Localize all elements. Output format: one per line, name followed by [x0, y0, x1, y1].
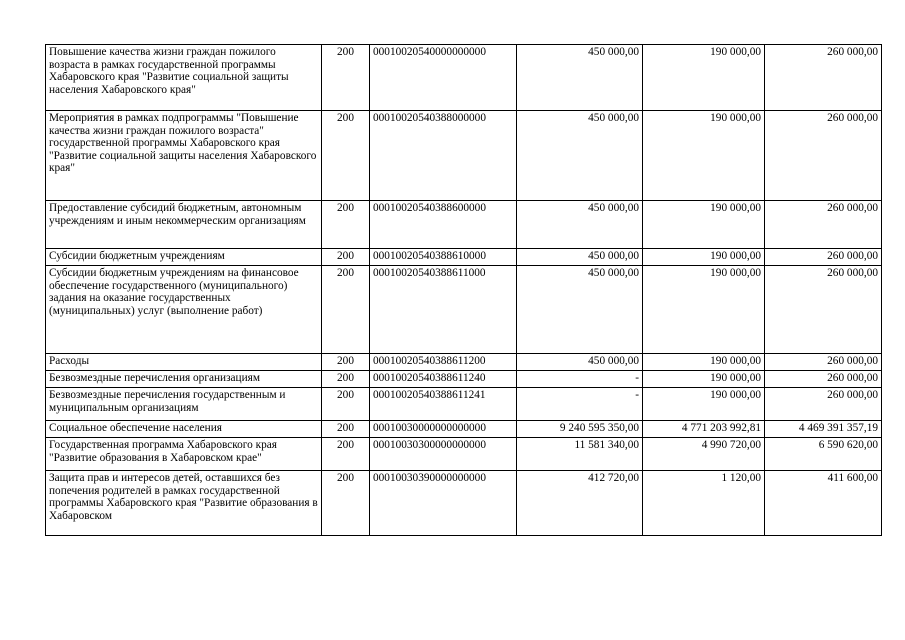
row-name-cell: Субсидии бюджетным учреждениям на финансовое обеспечение государственного (муниципального) задания на оказание государственных (муниципальных) услуг (выполнение работ) — [46, 266, 322, 354]
table-body — [46, 45, 882, 536]
row-budget-code-cell: 00010020540000000000 — [370, 45, 517, 111]
row-executed-amount-cell: 4 771 203 992,81 — [643, 421, 765, 438]
table-row — [46, 201, 882, 249]
row-name-cell: Субсидии бюджетным учреждениям — [46, 249, 322, 266]
row-type-code-cell: 200 — [322, 354, 370, 371]
row-unexecuted-amount-cell: 260 000,00 — [765, 266, 882, 354]
row-type-code-cell: 200 — [322, 471, 370, 536]
row-executed-amount-cell: 190 000,00 — [643, 266, 765, 354]
row-executed-amount-cell: 190 000,00 — [643, 45, 765, 111]
row-type-code-cell: 200 — [322, 371, 370, 388]
row-type-code-cell: 200 — [322, 45, 370, 111]
row-budget-code-cell: 00010020540388611000 — [370, 266, 517, 354]
row-unexecuted-amount-cell: 411 600,00 — [765, 471, 882, 536]
table-row — [46, 45, 882, 111]
row-unexecuted-amount-cell: 260 000,00 — [765, 111, 882, 201]
row-name-cell: Безвозмездные перечисления организациям — [46, 371, 322, 388]
row-type-code-cell: 200 — [322, 421, 370, 438]
table-row — [46, 388, 882, 421]
row-executed-amount-cell: 190 000,00 — [643, 249, 765, 266]
row-unexecuted-amount-cell: 260 000,00 — [765, 354, 882, 371]
row-budget-code-cell: 00010020540388600000 — [370, 201, 517, 249]
row-budget-code-cell: 00010020540388611241 — [370, 388, 517, 421]
row-budget-code-cell: 00010020540388611240 — [370, 371, 517, 388]
table-row — [46, 421, 882, 438]
row-approved-amount-cell: 9 240 595 350,00 — [517, 421, 643, 438]
table-row — [46, 249, 882, 266]
table-row — [46, 266, 882, 354]
row-unexecuted-amount-cell: 260 000,00 — [765, 249, 882, 266]
row-executed-amount-cell: 4 990 720,00 — [643, 438, 765, 471]
row-type-code-cell: 200 — [322, 266, 370, 354]
row-type-code-cell: 200 — [322, 438, 370, 471]
row-unexecuted-amount-cell: 6 590 620,00 — [765, 438, 882, 471]
row-executed-amount-cell: 190 000,00 — [643, 354, 765, 371]
row-name-cell: Государственная программа Хабаровского края "Развитие образования в Хабаровском крае" — [46, 438, 322, 471]
row-name-cell: Социальное обеспечение населения — [46, 421, 322, 438]
row-name-cell: Предоставление субсидий бюджетным, автономным учреждениям и иным некоммерческим организациям — [46, 201, 322, 249]
row-approved-amount-cell: - — [517, 371, 643, 388]
row-unexecuted-amount-cell: 4 469 391 357,19 — [765, 421, 882, 438]
row-budget-code-cell: 00010020540388611200 — [370, 354, 517, 371]
row-approved-amount-cell: 11 581 340,00 — [517, 438, 643, 471]
table-row — [46, 471, 882, 536]
row-unexecuted-amount-cell: 260 000,00 — [765, 45, 882, 111]
row-type-code-cell: 200 — [322, 201, 370, 249]
row-budget-code-cell: 00010020540388000000 — [370, 111, 517, 201]
row-type-code-cell: 200 — [322, 388, 370, 421]
row-approved-amount-cell: 450 000,00 — [517, 249, 643, 266]
row-approved-amount-cell: 450 000,00 — [517, 111, 643, 201]
row-name-cell: Защита прав и интересов детей, оставшихся без попечения родителей в рамках государственной программы Хабаровского края "Развитие образования в Хабаровском — [46, 471, 322, 536]
table-row — [46, 354, 882, 371]
row-executed-amount-cell: 190 000,00 — [643, 111, 765, 201]
row-approved-amount-cell: 450 000,00 — [517, 201, 643, 249]
row-budget-code-cell: 00010030000000000000 — [370, 421, 517, 438]
table-row — [46, 111, 882, 201]
row-executed-amount-cell: 190 000,00 — [643, 371, 765, 388]
row-approved-amount-cell: 450 000,00 — [517, 45, 643, 111]
table-row — [46, 371, 882, 388]
row-approved-amount-cell: 450 000,00 — [517, 354, 643, 371]
row-approved-amount-cell: 412 720,00 — [517, 471, 643, 536]
row-unexecuted-amount-cell: 260 000,00 — [765, 388, 882, 421]
row-approved-amount-cell: 450 000,00 — [517, 266, 643, 354]
row-name-cell: Безвозмездные перечисления государственным и муниципальным организациям — [46, 388, 322, 421]
row-budget-code-cell: 00010030300000000000 — [370, 438, 517, 471]
row-approved-amount-cell: - — [517, 388, 643, 421]
row-type-code-cell: 200 — [322, 249, 370, 266]
row-executed-amount-cell: 190 000,00 — [643, 388, 765, 421]
row-name-cell: Расходы — [46, 354, 322, 371]
table-row — [46, 438, 882, 471]
row-executed-amount-cell: 1 120,00 — [643, 471, 765, 536]
row-name-cell: Повышение качества жизни граждан пожилого возраста в рамках государственной программы Хабаровского края "Развитие социальной защиты населения Хабаровского края" — [46, 45, 322, 111]
row-type-code-cell: 200 — [322, 111, 370, 201]
row-budget-code-cell: 00010030390000000000 — [370, 471, 517, 536]
row-unexecuted-amount-cell: 260 000,00 — [765, 371, 882, 388]
row-executed-amount-cell: 190 000,00 — [643, 201, 765, 249]
row-budget-code-cell: 00010020540388610000 — [370, 249, 517, 266]
row-name-cell: Мероприятия в рамках подпрограммы "Повышение качества жизни граждан пожилого возраста" государственной программы Хабаровского края "Развитие социальной защиты населения Хабаровского края" — [46, 111, 322, 201]
budget-execution-table — [45, 44, 882, 536]
row-unexecuted-amount-cell: 260 000,00 — [765, 201, 882, 249]
